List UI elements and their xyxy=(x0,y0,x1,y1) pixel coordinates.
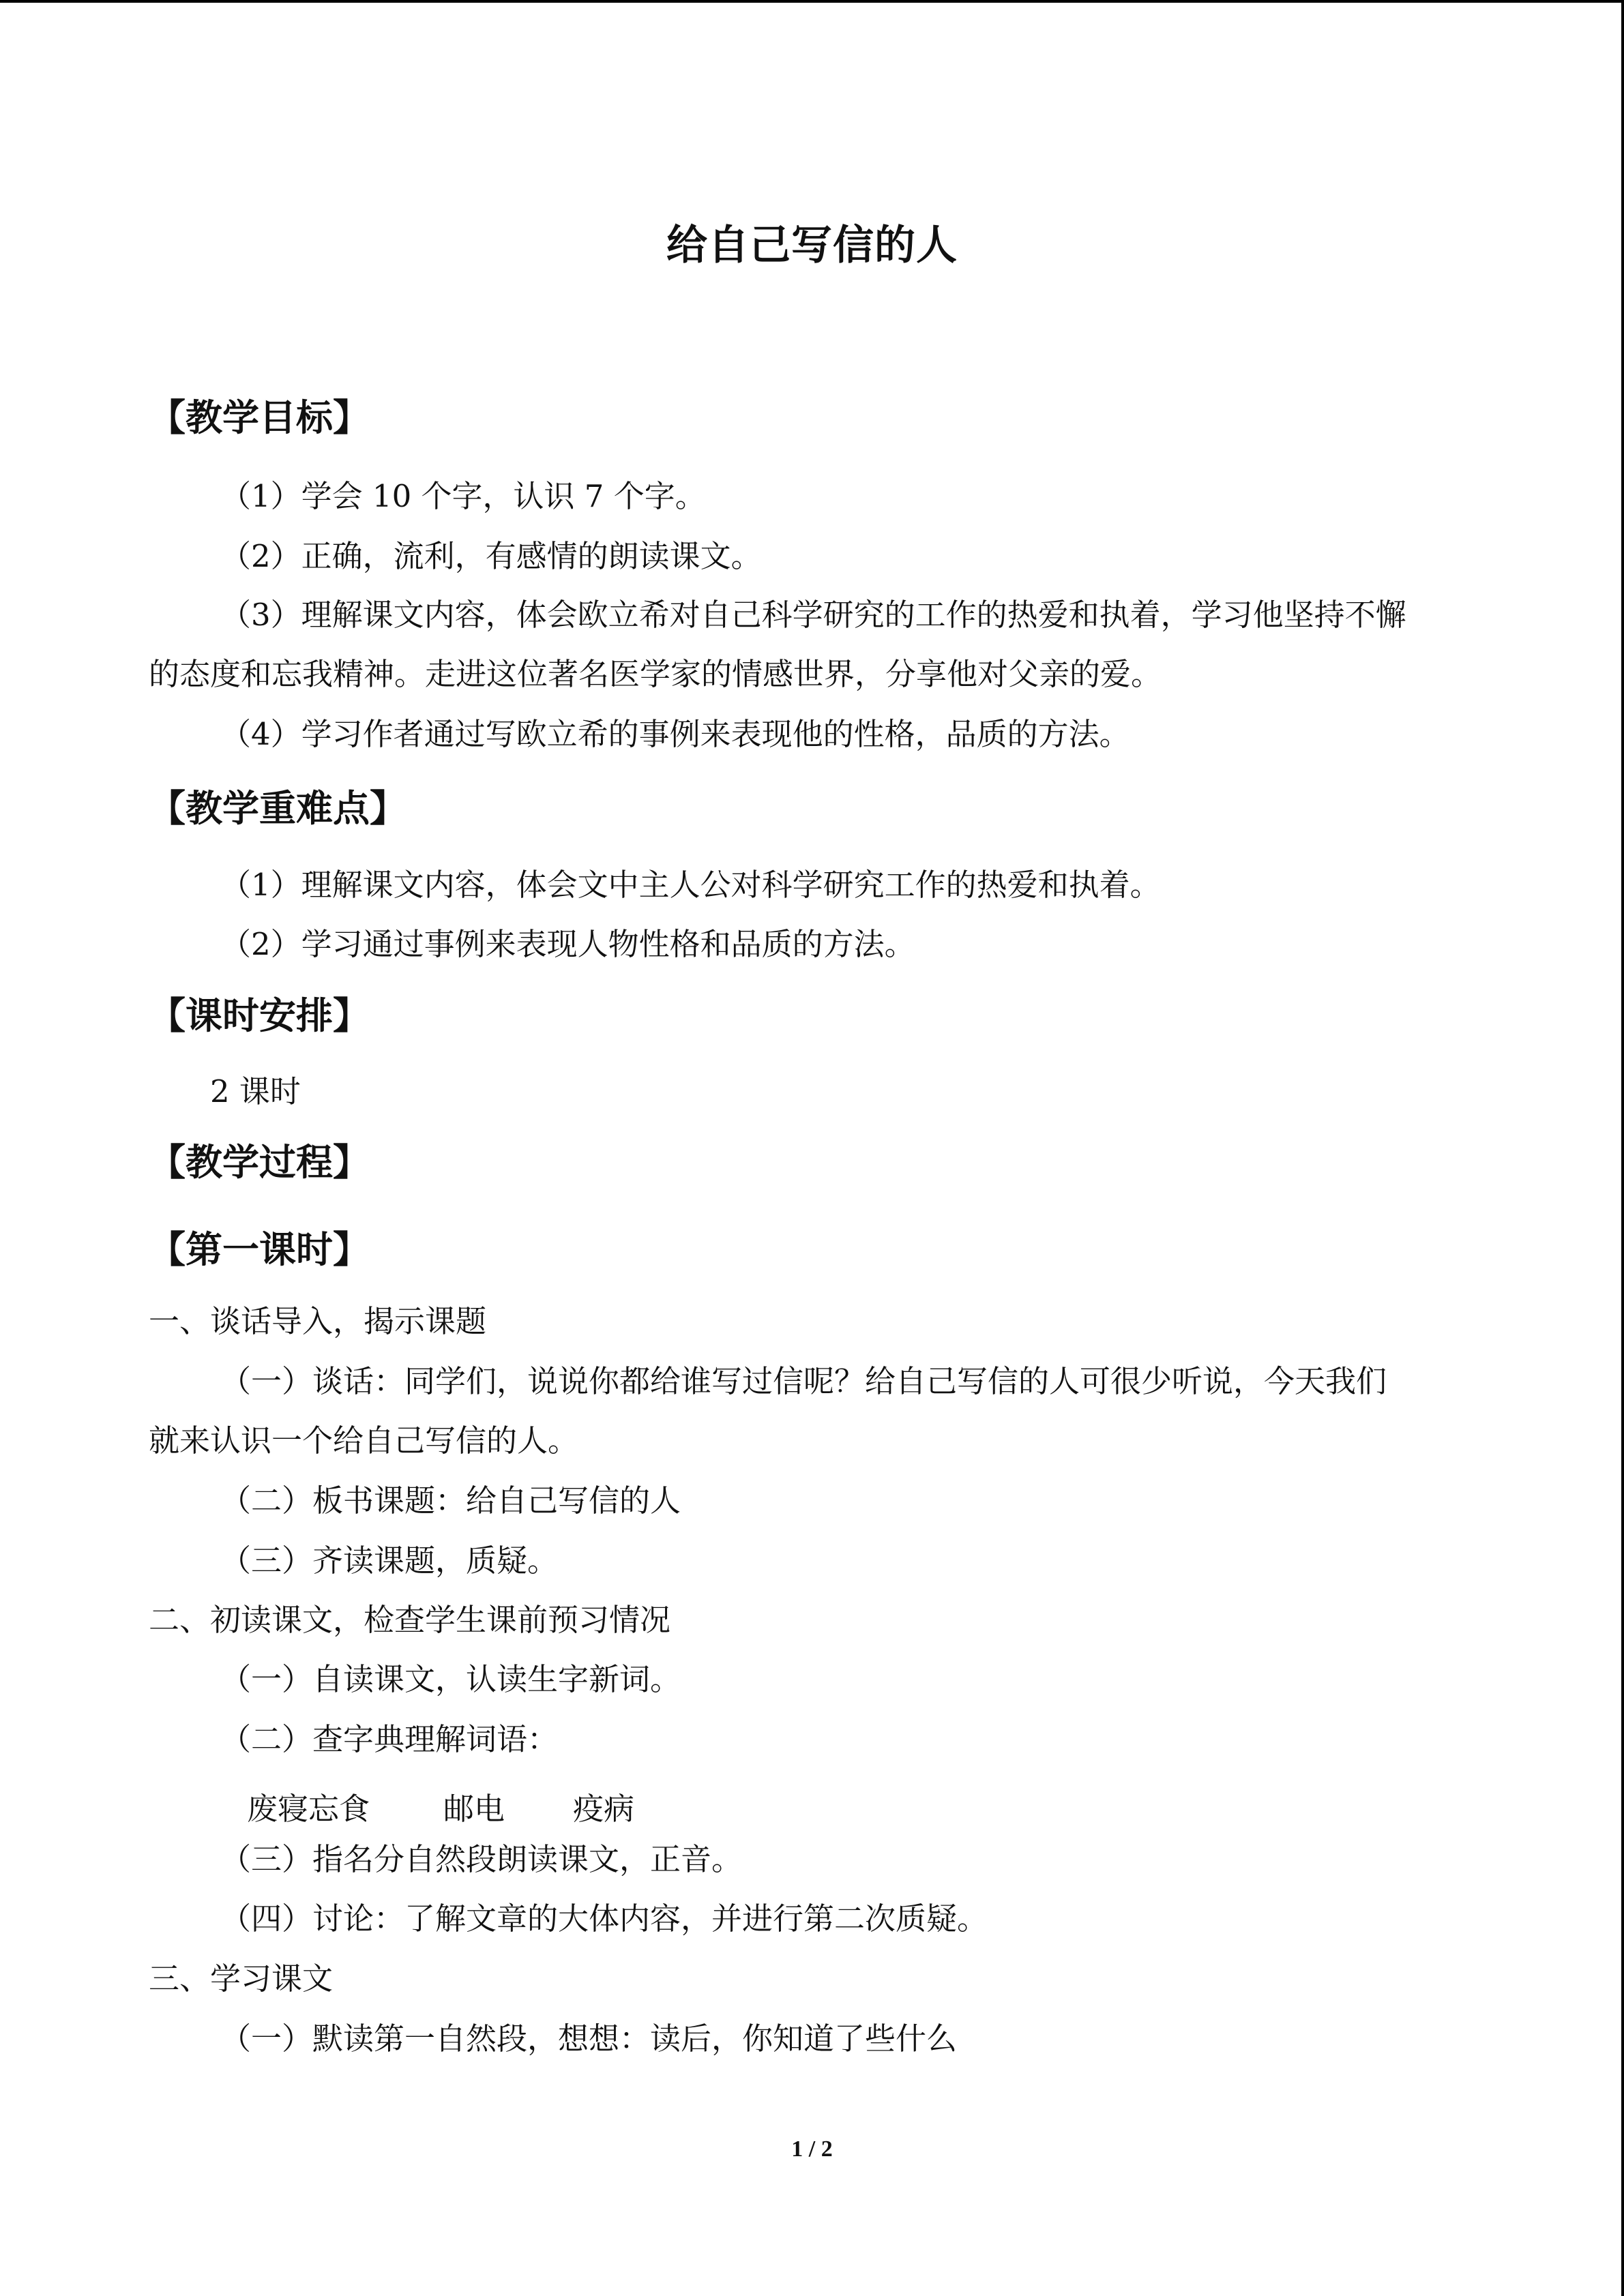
part3-title: 三、学习课文 xyxy=(149,1960,334,1997)
part1-item-2: （二）板书课题：给自己写信的人 xyxy=(220,1482,681,1519)
goal-item-4: （4）学习作者通过写欧立希的事例来表现他的性格，品质的方法。 xyxy=(220,716,1130,752)
goal-item-3: （3）理解课文内容，体会欧立希对自己科学研究的工作的热爱和执着，学习他坚持不懈 xyxy=(220,597,1406,633)
document-title: 给自己写信的人 xyxy=(666,222,958,269)
goal-item-1: （1）学会 10 个字，认识 7 个字。 xyxy=(220,478,706,514)
heading-schedule: 【课时安排】 xyxy=(149,994,370,1037)
part2-title: 二、初读课文，检查学生课前预习情况 xyxy=(149,1602,671,1638)
part2-item-2: （二）查字典理解词语： xyxy=(220,1721,559,1757)
heading-teaching-process: 【教学过程】 xyxy=(149,1141,370,1184)
part3-item-1: （一）默读第一自然段，想想：读后，你知道了些什么 xyxy=(220,2021,958,2057)
part2-item-1: （一）自读课文，认读生字新词。 xyxy=(220,1661,681,1697)
heading-key-difficulties: 【教学重难点】 xyxy=(149,787,407,830)
page-number: 1 / 2 xyxy=(791,2136,833,2162)
part2-item-3: （三）指名分自然段朗读课文，正音。 xyxy=(220,1841,743,1877)
part1-item-1-continued: 就来认识一个给自己写信的人。 xyxy=(149,1422,579,1459)
goal-item-2: （2）正确，流利，有感情的朗读课文。 xyxy=(220,538,762,574)
keypoint-item-2: （2）学习通过事例来表现人物性格和品质的方法。 xyxy=(220,926,915,962)
heading-teaching-goals: 【教学目标】 xyxy=(149,396,370,439)
part1-item-3: （三）齐读课题，质疑。 xyxy=(220,1542,559,1579)
keypoint-item-1: （1）理解课文内容，体会文中主人公对科学研究工作的热爱和执着。 xyxy=(220,867,1161,903)
schedule-text: 2 课时 xyxy=(210,1073,301,1109)
part2-item-4: （四）讨论：了解文章的大体内容，并进行第二次质疑。 xyxy=(220,1900,988,1937)
vocab-word: 邮电 xyxy=(443,1791,505,1827)
goal-item-3-continued: 的态度和忘我精神。走进这位著名医学家的情感世界，分享他对父亲的爱。 xyxy=(149,656,1162,692)
vocab-word: 废寝忘食 xyxy=(247,1791,370,1827)
heading-lesson-one: 【第一课时】 xyxy=(149,1228,370,1271)
vocab-word: 疫病 xyxy=(573,1791,635,1827)
part1-title: 一、谈话导入，揭示课题 xyxy=(149,1303,487,1339)
part1-item-1: （一）谈话：同学们，说说你都给谁写过信呢？给自己写信的人可很少听说，今天我们 xyxy=(220,1363,1387,1399)
